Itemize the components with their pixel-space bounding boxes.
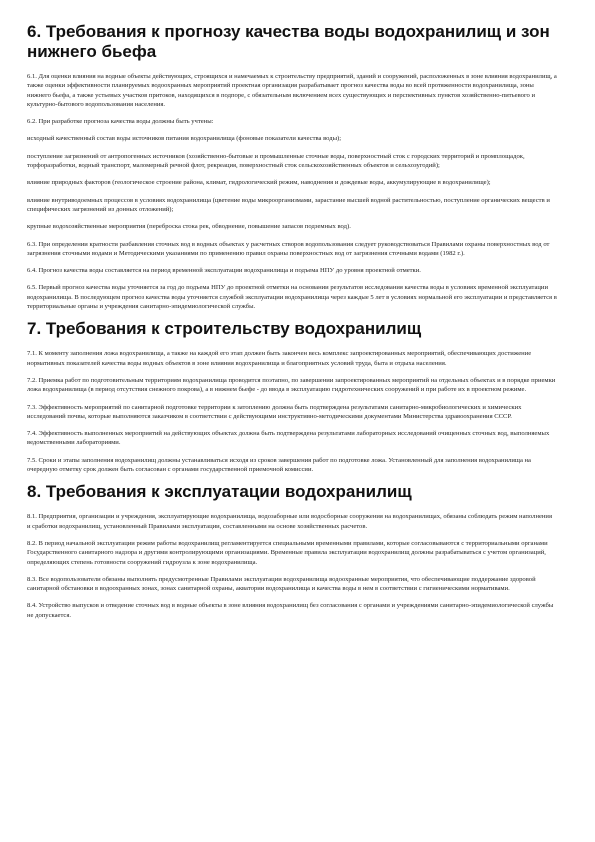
paragraph-6-1: 6.1. Для оценки влияния на водные объекты действующих, строящихся и намечаемых к строительству предприятий, зданий и сооружений, расположенных в зоне влияния водохранилищ, а также оценки эффективности планируемых водоохранных мероприятий проектная организация разрабатывает прогноз качества воды во всей протяженности водохранилища, зоны нижнего бьефа, а также устьевых участков притоков, находящихся в подпоре, с обязательным включением всех существующих и перспективных пунктов хозяйственно-питьевого и культурно-бытового водопользования населения. <box>27 73 557 108</box>
list-item-6-2-b: поступление загрязнений от антропогенных источников (хозяйственно-бытовые и промышленные сточные воды, поверхностный сток с городских территорий и промплощадок, торфоразработки, водный транспорт, маломерный речной флот, рекреация, поверхностный сток сельскохозяйственных объектов и сельхозугодий); <box>27 152 525 170</box>
paragraph-6-5: 6.5. Первый прогноз качества воды уточняется за год до подъема НПУ до проектной отметки на основании результатов исследования качества воды в условиях временной эксплуатации водохранилища. В последующем прогноз качества воды уточняется службой эксплуатации водохранилища через каждые 5 лет в условиях нормальной его эксплуатации и представляется в территориальные органы и учреждения санитарно-эпидемиологической службы. <box>27 284 557 311</box>
paragraph-7-5: 7.5. Сроки и этапы заполнения водохранилищ должны устанавливаться исходя из сроков завершения работ по подготовке ложа. Установленный для заполнения водохранилища на очередную отметку срок должен быть согласован с органами государственной приемочной комиссии. <box>27 456 531 474</box>
section-7-heading: 7. Требования к строительству водохранилищ <box>27 319 422 339</box>
paragraph-8-2: 8.2. В период начальной эксплуатации режим работы водохранилищ регламентируется специальными временными правилами, которые согласовываются с территориальными органами Государственного санитарного надзора и другими контролирующими организациями. Временные правила эксплуатации водохранилищ должны разрабатываться с учетом организаций, определяющих степень готовности сооружений гидроузла к зоне водохранилища. <box>27 539 548 566</box>
list-item-6-2-c: влияние природных факторов (геологическое строение района, климат, гидрологический режим, наводнения и дождевые воды, аккумулирующие в водохранилище); <box>27 179 491 187</box>
paragraph-6-4: 6.4. Прогноз качества воды составляется на период временной эксплуатации водохранилища и подъема НПУ до уровня проектной отметки. <box>27 267 421 275</box>
section-8-heading: 8. Требования к эксплуатации водохранилищ <box>27 482 412 502</box>
paragraph-8-4: 8.4. Устройство выпусков и отведение сточных вод в водные объекты в зоне влияния водохранилищ без согласования с органами и учреждениями санитарно-эпидемиологической службы не допускается. <box>27 602 554 619</box>
paragraph-7-4: 7.4. Эффективность выполненных мероприятий на действующих объектах должна быть подтверждена результатами лабораторных исследований очищенных сточных вод, выполняемых ведомственными лабораториями. <box>27 430 550 447</box>
paragraph-6-2: 6.2. При разработке прогноза качества воды должны быть учтены: <box>27 118 214 126</box>
paragraph-7-1: 7.1. К моменту заполнения ложа водохранилища, а также на каждой его этап должен быть закончен весь комплекс запроектированных мероприятий, обеспечивающих достижение нормативных показателей качества воды водных объектов в зоне влияния водохранилища и благоприятных условий труда, быта и отдыха населения. <box>27 350 532 367</box>
paragraph-8-1: 8.1. Предприятия, организации и учреждения, эксплуатирующие водохранилища, водозаборные или водосборные сооружения на водохранилищах, обязаны соблюдать режим наполнения и сработки водохранилищ, установленный Правилами эксплуатации, составленными на основе хозяйственных расчетов. <box>27 513 552 530</box>
section-6-heading: 6. Требования к прогнозу качества воды водохранилищ и зон нижнего бьефа <box>27 22 550 61</box>
paragraph-7-3: 7.3. Эффективность мероприятий по санитарной подготовке территории к затоплению должна быть подтверждена результатами санитарно-микробиологических и химических исследований почвы, которые выполняются заказчиком в соответствии с действующими инструктивно-методическими документами Министерства здравоохранения СССР. <box>27 403 522 420</box>
paragraph-6-3: 6.3. При определении кратности разбавления сточных вод в водных объектах у расчетных створов водопользования следует руководствоваться Правилами охраны поверхностных вод от загрязнения сточными водами и Методическими указаниями по применению правил охраны поверхностных вод от загрязнения сточными водами (1982 г.). <box>27 240 550 257</box>
list-item-6-2-e: крупные водохозяйственные мероприятия (переброска стока рек, обводнение, повышение запасов подземных вод). <box>27 223 351 231</box>
paragraph-8-3: 8.3. Все водопользователи обязаны выполнять предусмотренные Правилами эксплуатации водохранилища водоохранные мероприятия, что обеспечивающие поддержание здоровой санитарной обстановки в водоохранных зонах, зонах санитарной охраны, акватории водохранилища и качества воды в нем в соответствии с гигиеническими нормативами. <box>27 575 536 593</box>
list-item-6-2-d: влияние внутриводоемных процессов в условиях водохранилища (цветение воды микроорганизмами, зарастание высшей водной растительностью, поступление органических веществ и специфических загрязнений из донных отложений); <box>27 196 550 213</box>
list-item-6-2-a: исходный качественный состав воды источников питания водохранилища (фоновые показатели качества воды); <box>27 135 342 143</box>
paragraph-7-2: 7.2. Приемка работ по подготовительным территориям водохранилища проводится поэтапно, по завершении запроектированных мероприятий на отдельных объектах и в порядке приемки ложа водохранилища (в период отсутствия снежного покрова), а в нижнем бьефе - до ввода в эксплуатацию гидротехнических сооружений и при работе их в проектном режиме. <box>27 376 556 394</box>
